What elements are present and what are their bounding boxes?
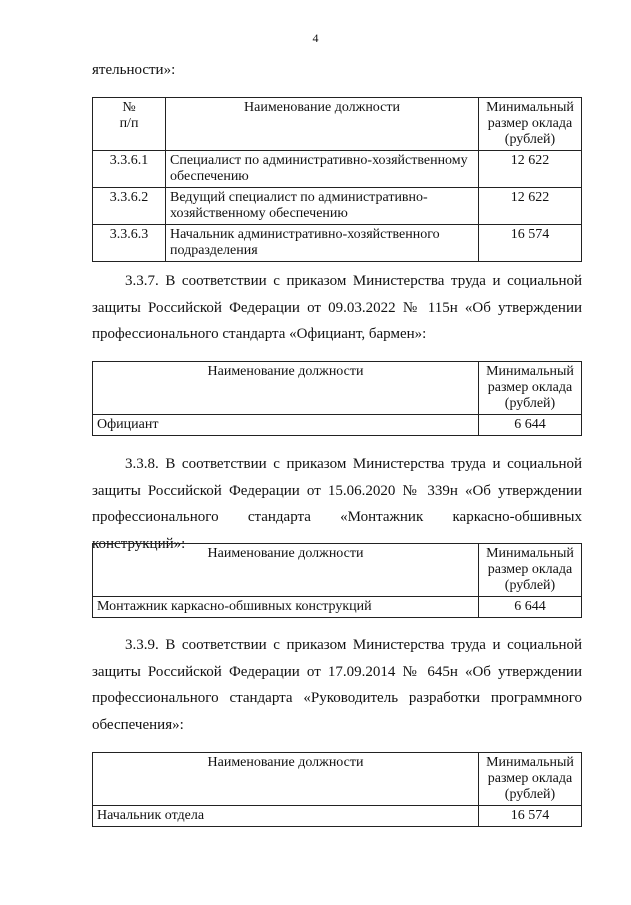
table-header-row xyxy=(93,544,582,597)
row-title: Официант xyxy=(93,415,479,436)
column-header-salary: Минимальный размер оклада (рублей) xyxy=(479,753,582,806)
table-row xyxy=(93,806,582,827)
row-title: Ведущий специалист по административно-хозяйственному обеспечению xyxy=(166,188,479,225)
intro-fragment: ятельности»: xyxy=(92,62,176,78)
column-header-salary: Минимальный размер оклада (рублей) xyxy=(479,544,582,597)
table-row xyxy=(93,225,582,262)
row-salary: 16 574 xyxy=(479,806,582,827)
table-row xyxy=(93,415,582,436)
column-header-salary: Минимальный размер оклада (рублей) xyxy=(479,98,582,151)
row-title: Монтажник каркасно-обшивных конструкций xyxy=(93,597,479,618)
row-salary: 6 644 xyxy=(479,415,582,436)
column-header-title: Наименование должности xyxy=(166,98,479,151)
row-title: Начальник отдела xyxy=(93,806,479,827)
positions-table-336 xyxy=(92,97,582,262)
table-header-row xyxy=(93,753,582,806)
positions-table-337 xyxy=(92,361,582,436)
column-header-number: № п/п xyxy=(93,98,166,151)
positions-table-339 xyxy=(92,752,582,827)
row-salary: 12 622 xyxy=(479,151,582,188)
row-title: Начальник административно-хозяйственного подразделения xyxy=(166,225,479,262)
row-salary: 6 644 xyxy=(479,597,582,618)
row-salary: 16 574 xyxy=(479,225,582,262)
column-header-title: Наименование должности xyxy=(93,544,479,597)
table-row xyxy=(93,151,582,188)
column-header-title: Наименование должности xyxy=(93,753,479,806)
row-number: 3.3.6.2 xyxy=(93,188,166,225)
row-number: 3.3.6.1 xyxy=(93,151,166,188)
page-number: 4 xyxy=(312,31,319,45)
row-salary: 12 622 xyxy=(479,188,582,225)
paragraph-3-3-9: 3.3.9. В соответствии с приказом Министерства труда и социальной защиты Российской Федерации от 17.09.2014 № 645н «Об утверждении профессионального стандарта «Руководитель разработки программного обеспечения»: xyxy=(92,637,582,733)
column-header-title: Наименование должности xyxy=(93,362,479,415)
table-row xyxy=(93,597,582,618)
column-header-salary: Минимальный размер оклада (рублей) xyxy=(479,362,582,415)
row-title: Специалист по административно-хозяйственному обеспечению xyxy=(166,151,479,188)
table-header-row xyxy=(93,362,582,415)
positions-table-338 xyxy=(92,543,582,618)
table-header-row xyxy=(93,98,582,151)
table-row xyxy=(93,188,582,225)
row-number: 3.3.6.3 xyxy=(93,225,166,262)
paragraph-3-3-7: 3.3.7. В соответствии с приказом Министерства труда и социальной защиты Российской Федерации от 09.03.2022 № 115н «Об утверждении профессионального стандарта «Официант, бармен»: xyxy=(92,273,582,342)
paragraph-3-3-8: 3.3.8. В соответствии с приказом Министерства труда и социальной защиты Российской Федерации от 15.06.2020 № 339н «Об утверждении профессионального стандарта «Монтажник каркасно-обшивных конструкций»: xyxy=(92,456,582,552)
